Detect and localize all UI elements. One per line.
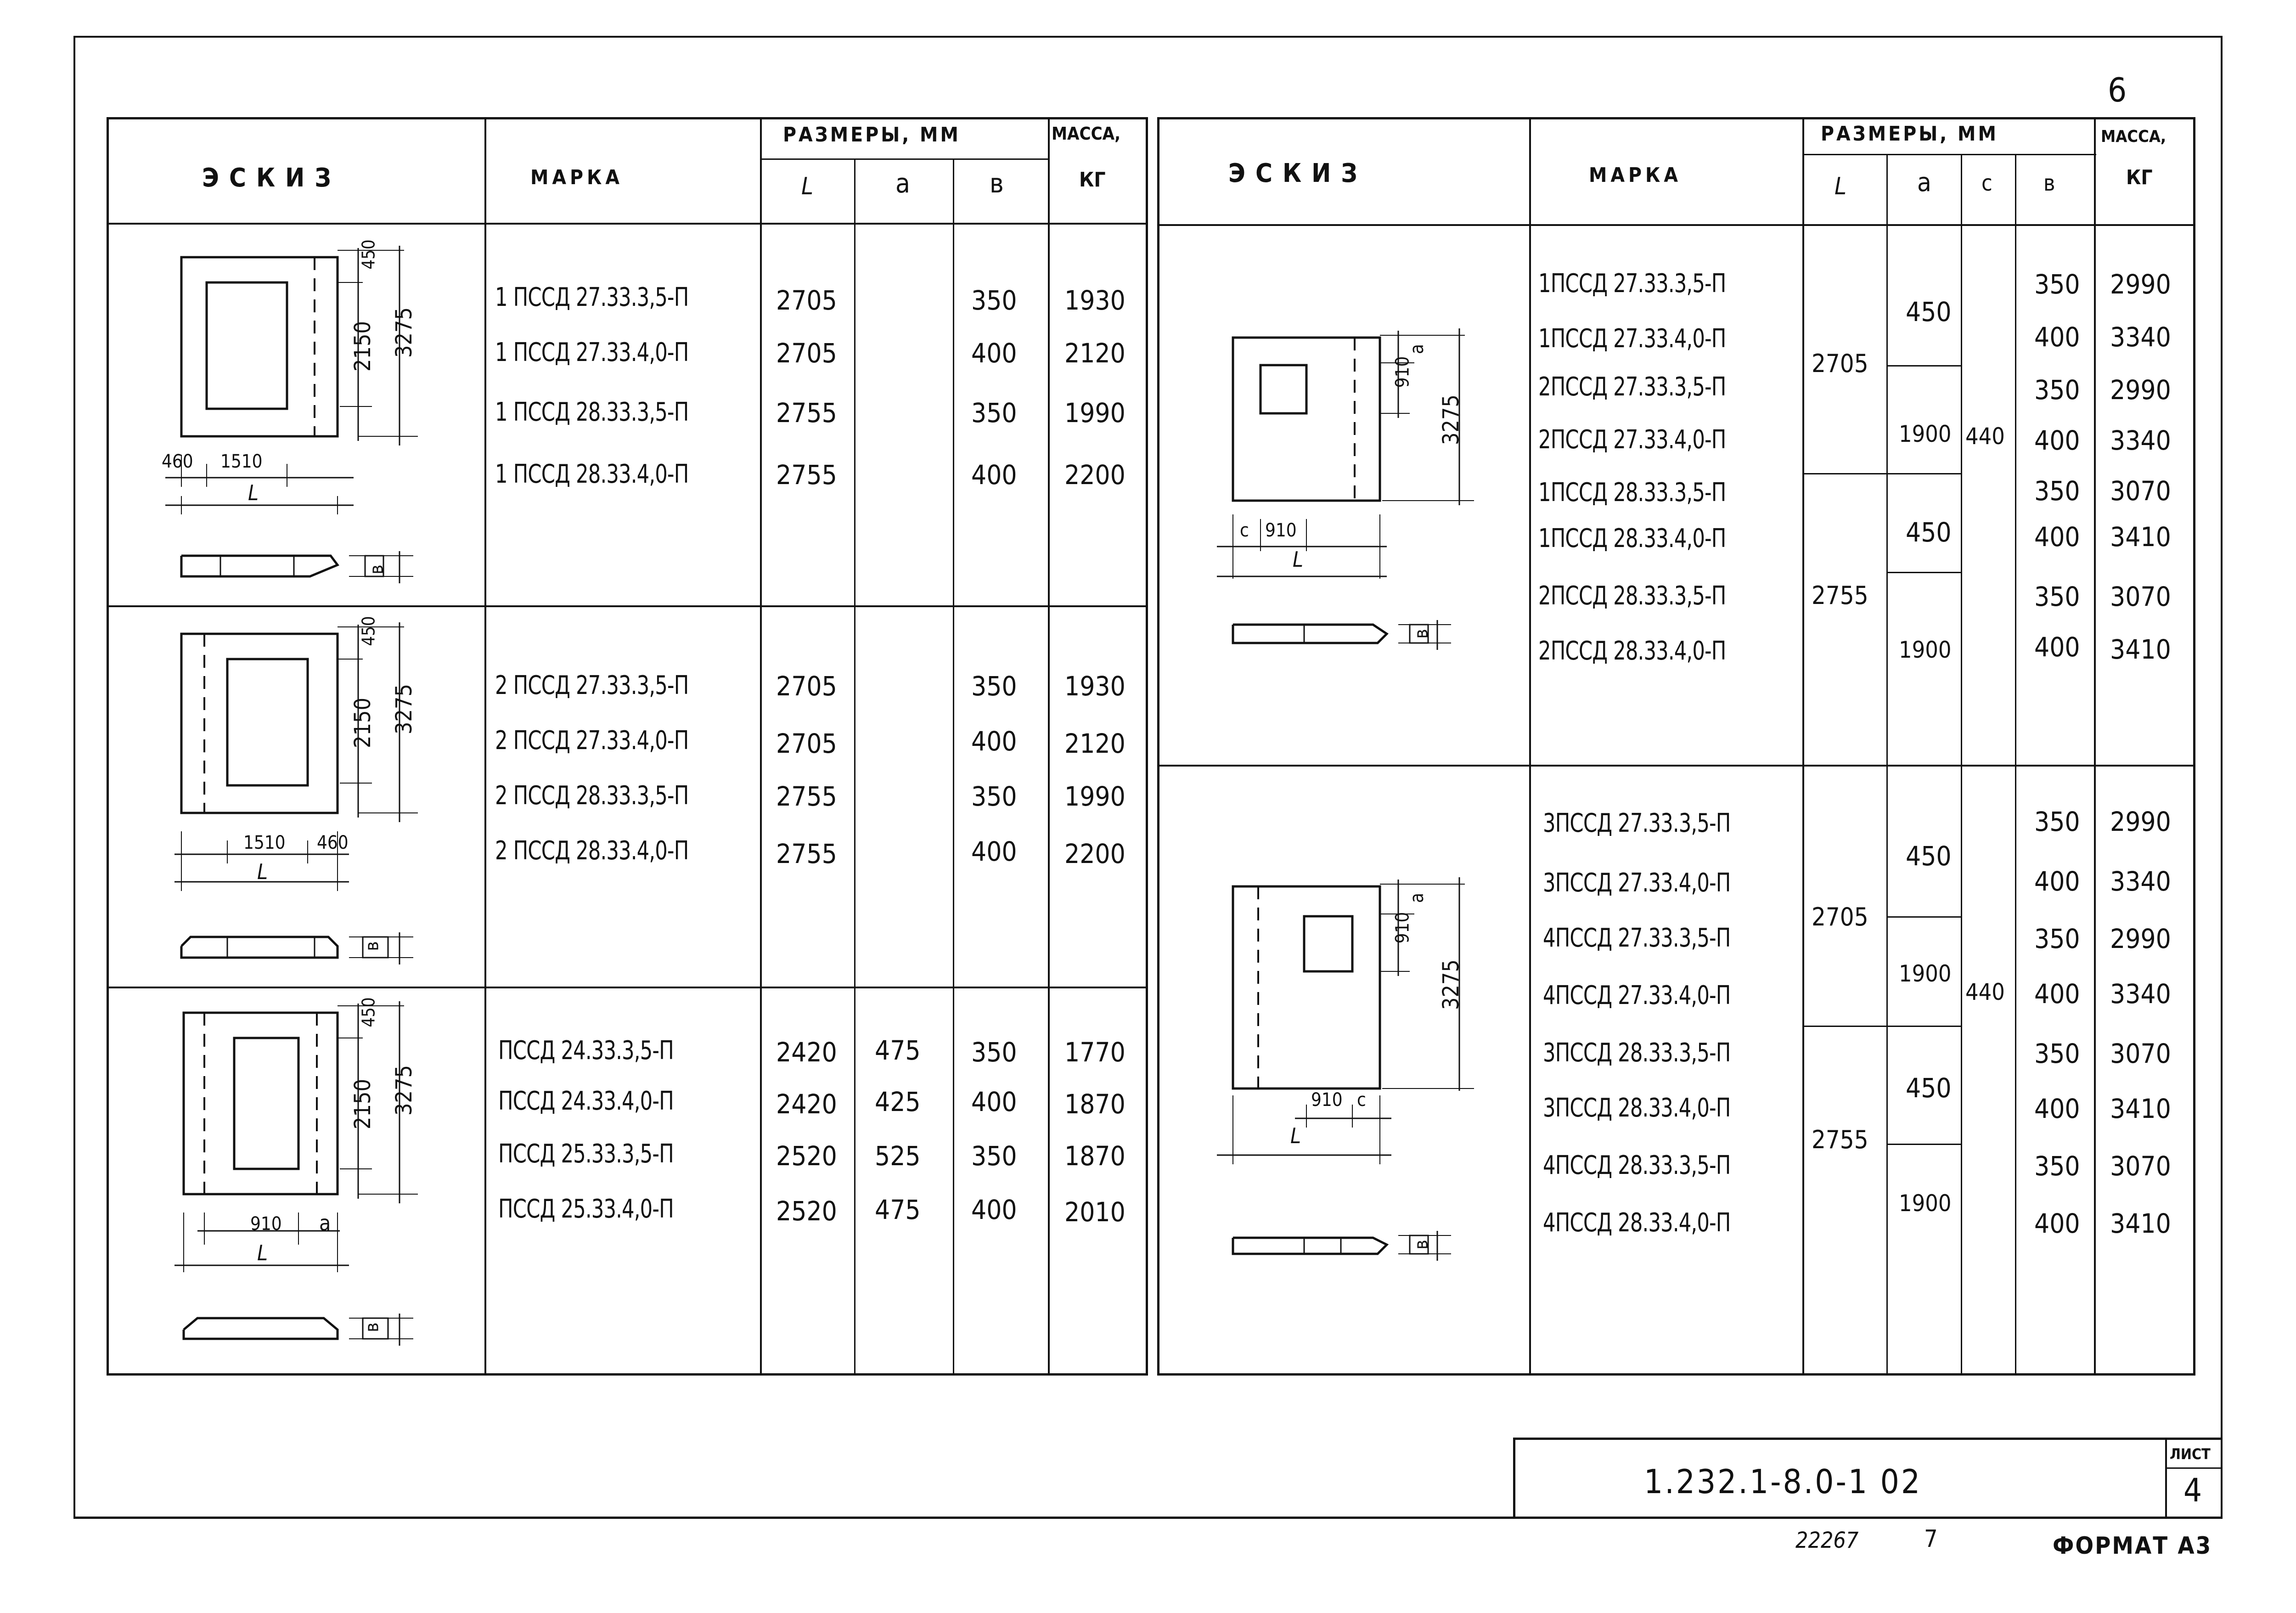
mass-cell: 3070 — [2110, 1151, 2171, 1182]
mass-cell: 1870 — [1064, 1088, 1125, 1120]
mark-cell: 2ПССД 27.33.3,5-П — [1538, 372, 1726, 402]
mass-cell: 1930 — [1064, 285, 1125, 316]
a-cell: 450 — [1906, 296, 1952, 327]
dim-label: 3275 — [391, 307, 417, 358]
a-cell: 450 — [1906, 517, 1952, 548]
b-cell: 350 — [2034, 374, 2080, 406]
dim-label: 910 — [1311, 1089, 1343, 1111]
b-cell: 350 — [971, 397, 1017, 429]
b-cell: 400 — [2034, 978, 2080, 1010]
mass-cell: 1870 — [1064, 1140, 1125, 1172]
dim-label: L — [257, 1241, 268, 1265]
mass-cell: 2990 — [2110, 374, 2171, 406]
a-cell: 475 — [875, 1194, 921, 1225]
format-label: ФОРМАТ А3 — [2053, 1532, 2212, 1560]
frame-top — [73, 36, 2223, 38]
frame-right — [2221, 36, 2223, 1518]
l-cell: 2705 — [776, 285, 837, 316]
mark-cell: 2ПССД 27.33.4,0-П — [1538, 425, 1726, 455]
mass-cell: 3070 — [2110, 475, 2171, 507]
mass-cell: 2990 — [2110, 923, 2171, 954]
right-header-mass-unit: КГ — [2126, 166, 2153, 189]
l-cell: 2420 — [776, 1037, 837, 1068]
mark-cell: 4ПССД 27.33.3,5-П — [1543, 923, 1731, 953]
mark-cell: ПССД 25.33.4,0-П — [498, 1194, 674, 1224]
b-cell: 350 — [971, 671, 1017, 702]
l-cell: 2520 — [776, 1140, 837, 1172]
dim-label: L — [257, 859, 268, 884]
mass-cell: 1770 — [1064, 1037, 1125, 1068]
mark-cell: 2ПССД 28.33.3,5-П — [1538, 581, 1726, 611]
b-cell: 350 — [2034, 269, 2080, 300]
l-cell: 2755 — [776, 838, 837, 869]
b-cell: 400 — [2034, 1208, 2080, 1239]
l-cell: 2755 — [776, 397, 837, 429]
mass-cell: 3070 — [2110, 581, 2171, 612]
left-header-b: в — [990, 168, 1004, 199]
mark-cell: 1 ПССД 28.33.4,0-П — [495, 459, 689, 489]
b-cell: 350 — [2034, 1038, 2080, 1069]
b-cell: 350 — [2034, 806, 2080, 837]
mark-cell: 1ПССД 27.33.3,5-П — [1538, 269, 1726, 299]
a-cell: 425 — [875, 1086, 921, 1117]
b-cell: 400 — [971, 836, 1017, 867]
mass-cell: 3410 — [2110, 634, 2171, 665]
mass-cell: 3410 — [2110, 1208, 2171, 1239]
inventory-number: 22267 — [1795, 1528, 1859, 1553]
mark-cell: 1 ПССД 28.33.3,5-П — [495, 397, 689, 427]
b-cell: 400 — [2034, 425, 2080, 456]
mark-cell: 3ПССД 28.33.3,5-П — [1543, 1038, 1731, 1068]
c-cell: 440 — [1965, 979, 2005, 1005]
dim-label: 3275 — [391, 684, 417, 734]
b-cell: 400 — [2034, 521, 2080, 553]
dim-label: 910 — [1392, 912, 1413, 944]
mark-cell: 4ПССД 28.33.3,5-П — [1543, 1151, 1731, 1180]
l-cell: 2705 — [1812, 902, 1868, 931]
left-header-mass-unit: КГ — [1079, 168, 1106, 192]
right-header-c: c — [1981, 170, 1992, 196]
a-cell: 525 — [875, 1140, 921, 1172]
mark-cell: ПССД 25.33.3,5-П — [498, 1139, 674, 1169]
right-header-a: a — [1917, 168, 1931, 197]
mark-cell: 1ПССД 28.33.3,5-П — [1538, 478, 1726, 508]
mark-cell: 3ПССД 27.33.4,0-П — [1543, 868, 1731, 898]
dim-label: L — [1290, 1123, 1301, 1148]
b-cell: 350 — [971, 1037, 1017, 1068]
b-cell: 350 — [2034, 923, 2080, 954]
mass-cell: 3340 — [2110, 978, 2171, 1010]
mark-cell: ПССД 24.33.3,5-П — [498, 1036, 674, 1066]
copy-number: 7 — [1924, 1525, 1938, 1553]
mass-cell: 2010 — [1064, 1196, 1125, 1228]
mass-cell: 3340 — [2110, 866, 2171, 897]
left-header-a: a — [895, 168, 910, 199]
dim-label: 3275 — [1438, 395, 1464, 445]
dim-label: 450 — [358, 239, 379, 270]
dim-label: в — [1411, 629, 1432, 639]
b-cell: 350 — [2034, 1151, 2080, 1182]
mass-cell: 1990 — [1064, 781, 1125, 812]
dim-label: 3275 — [391, 1065, 417, 1116]
dim-label: 2150 — [349, 1079, 376, 1129]
l-cell: 2755 — [776, 459, 837, 491]
mass-cell: 2120 — [1064, 728, 1125, 759]
mass-cell: 2990 — [2110, 806, 2171, 837]
mark-cell: 4ПССД 28.33.4,0-П — [1543, 1208, 1731, 1238]
a-cell: 450 — [1906, 1072, 1952, 1104]
mark-cell: 1ПССД 28.33.4,0-П — [1538, 524, 1726, 553]
dim-label: в — [361, 1322, 383, 1332]
l-cell: 2755 — [776, 781, 837, 812]
right-header-l: L — [1835, 173, 1847, 200]
dim-label: c — [1357, 1089, 1366, 1111]
b-cell: 350 — [971, 285, 1017, 316]
mark-cell: 2 ПССД 28.33.3,5-П — [495, 781, 689, 811]
mass-cell: 3340 — [2110, 425, 2171, 456]
mass-cell: 2120 — [1064, 338, 1125, 369]
dim-label: в — [366, 564, 388, 575]
mark-cell: 3ПССД 28.33.4,0-П — [1543, 1093, 1731, 1123]
mass-cell: 3070 — [2110, 1038, 2171, 1069]
b-cell: 350 — [971, 781, 1017, 812]
left-header-l: L — [801, 173, 814, 200]
a-cell: 450 — [1906, 840, 1952, 872]
dim-label: 450 — [358, 616, 379, 646]
mark-cell: 2ПССД 28.33.4,0-П — [1538, 636, 1726, 666]
b-cell: 400 — [2034, 632, 2080, 663]
b-cell: 400 — [971, 1194, 1017, 1225]
l-cell: 2755 — [1812, 1125, 1868, 1154]
b-cell: 400 — [971, 1086, 1017, 1117]
mark-cell: 1 ПССД 27.33.3,5-П — [495, 282, 689, 312]
mass-cell: 1990 — [1064, 397, 1125, 429]
mark-cell: 2 ПССД 27.33.4,0-П — [495, 726, 689, 756]
page-number: 6 — [2108, 71, 2127, 109]
dim-label: L — [248, 480, 259, 505]
mass-cell: 1930 — [1064, 671, 1125, 702]
l-cell: 2755 — [1812, 581, 1868, 610]
frame-left — [73, 36, 75, 1518]
a-cell: 1900 — [1899, 960, 1952, 987]
dim-label: 910 — [1265, 520, 1297, 541]
dim-label: 910 — [1392, 356, 1413, 388]
sheet-label: ЛИСТ — [2170, 1445, 2211, 1463]
dim-label: 2150 — [349, 321, 376, 372]
mass-cell: 3340 — [2110, 321, 2171, 353]
left-header-dims: РАЗМЕРЫ, ММ — [783, 123, 961, 147]
mass-cell: 2990 — [2110, 269, 2171, 300]
dim-label: в — [1411, 1240, 1432, 1250]
dim-label: a — [319, 1211, 331, 1235]
dim-label: 2150 — [349, 698, 376, 748]
dim-label: L — [1293, 547, 1304, 572]
mark-cell: 4ПССД 27.33.4,0-П — [1543, 981, 1731, 1010]
left-header-mark: МАРКА — [530, 166, 624, 189]
dim-label: 1510 — [243, 832, 286, 853]
right-header-mass: МАССА, — [2101, 127, 2167, 146]
a-cell: 1900 — [1899, 637, 1952, 663]
mass-cell: 3410 — [2110, 521, 2171, 553]
a-cell: 475 — [875, 1035, 921, 1066]
dim-label: 3275 — [1438, 959, 1464, 1010]
dim-label: в — [361, 941, 383, 951]
dim-label: c — [1240, 520, 1249, 541]
b-cell: 350 — [2034, 581, 2080, 612]
l-cell: 2705 — [776, 671, 837, 702]
right-header-mark: МАРКА — [1589, 164, 1682, 187]
dim-label: 910 — [250, 1213, 282, 1235]
b-cell: 400 — [971, 726, 1017, 757]
a-cell: 1900 — [1899, 1190, 1952, 1217]
dim-label: 460 — [162, 451, 193, 472]
document-designation: 1.232.1-8.0-1 02 — [1644, 1462, 1922, 1501]
mark-cell: 1ПССД 27.33.4,0-П — [1538, 324, 1726, 354]
mark-cell: 1 ПССД 27.33.4,0-П — [495, 338, 689, 367]
l-cell: 2420 — [776, 1088, 837, 1120]
dim-label: a — [1407, 892, 1428, 903]
b-cell: 400 — [2034, 1093, 2080, 1124]
dim-label: a — [1407, 344, 1428, 355]
mass-cell: 2200 — [1064, 838, 1125, 869]
dim-label: 460 — [317, 832, 349, 853]
b-cell: 350 — [2034, 475, 2080, 507]
a-cell: 1900 — [1899, 421, 1952, 447]
right-header-b: в — [2043, 170, 2055, 196]
b-cell: 400 — [2034, 321, 2080, 353]
right-header-sketch: ЭСКИЗ — [1228, 158, 1368, 188]
l-cell: 2705 — [776, 728, 837, 759]
left-header-sketch: ЭСКИЗ — [202, 163, 342, 193]
mark-cell: ПССД 24.33.4,0-П — [498, 1086, 674, 1116]
l-cell: 2520 — [776, 1196, 837, 1227]
dim-label: 1510 — [220, 451, 263, 472]
l-cell: 2705 — [1812, 349, 1868, 378]
frame-bottom — [73, 1517, 2223, 1519]
b-cell: 400 — [2034, 866, 2080, 897]
mark-cell: 3ПССД 27.33.3,5-П — [1543, 808, 1731, 838]
mark-cell: 2 ПССД 27.33.3,5-П — [495, 671, 689, 700]
left-header-mass: МАССА, — [1052, 124, 1121, 144]
dim-label: 450 — [358, 997, 379, 1027]
mass-cell: 2200 — [1064, 459, 1125, 491]
c-cell: 440 — [1965, 423, 2005, 450]
b-cell: 350 — [971, 1140, 1017, 1172]
b-cell: 400 — [971, 338, 1017, 369]
sheet-number: 4 — [2183, 1472, 2202, 1509]
b-cell: 400 — [971, 459, 1017, 491]
mark-cell: 2 ПССД 28.33.4,0-П — [495, 836, 689, 866]
mass-cell: 3410 — [2110, 1093, 2171, 1124]
right-header-dims: РАЗМЕРЫ, ММ — [1821, 122, 1998, 146]
l-cell: 2705 — [776, 338, 837, 369]
